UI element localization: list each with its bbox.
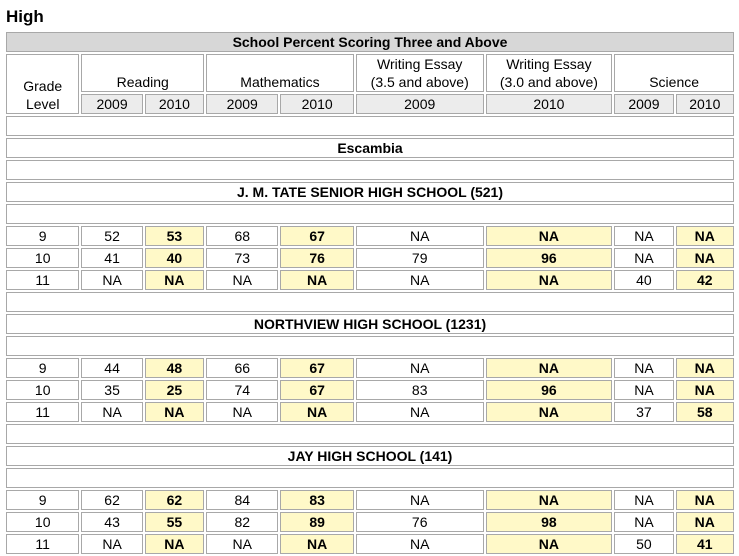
science-2010-cell: NA bbox=[676, 358, 734, 378]
grade-cell: 11 bbox=[6, 270, 79, 290]
writing-2010-cell: 98 bbox=[486, 512, 613, 532]
writing-2009-cell: NA bbox=[356, 270, 484, 290]
reading-2010-cell: NA bbox=[145, 534, 204, 554]
science-2010-cell: 58 bbox=[676, 402, 734, 422]
science-2010-cell: NA bbox=[676, 512, 734, 532]
page-title: High bbox=[6, 7, 44, 26]
math-2010-cell: 67 bbox=[280, 358, 353, 378]
year-reading-2010: 2010 bbox=[145, 94, 204, 114]
math-2009-cell: NA bbox=[206, 270, 278, 290]
table-row bbox=[6, 358, 734, 378]
grade-cell: 10 bbox=[6, 380, 79, 400]
science-2009-cell: NA bbox=[614, 358, 673, 378]
grade-cell: 10 bbox=[6, 248, 79, 268]
year-writing-2010: 2010 bbox=[486, 94, 613, 114]
writing-2010-cell: NA bbox=[486, 358, 613, 378]
math-2010-cell: NA bbox=[280, 534, 353, 554]
math-2010-cell: NA bbox=[280, 270, 353, 290]
science-2010-cell: NA bbox=[676, 490, 734, 510]
table-row bbox=[6, 490, 734, 510]
header-grade-level: Grade Level bbox=[6, 54, 79, 114]
math-2009-cell: 74 bbox=[206, 380, 278, 400]
writing-2009-cell: 76 bbox=[356, 512, 484, 532]
reading-2009-cell: 35 bbox=[81, 380, 142, 400]
writing-2009-cell: 83 bbox=[356, 380, 484, 400]
math-2010-cell: 67 bbox=[280, 226, 353, 246]
school-name: J. M. TATE SENIOR HIGH SCHOOL (521) bbox=[6, 182, 734, 202]
year-math-2009: 2009 bbox=[206, 94, 278, 114]
writing-2010-cell: 96 bbox=[486, 248, 613, 268]
grade-cell: 9 bbox=[6, 226, 79, 246]
grade-cell: 11 bbox=[6, 402, 79, 422]
math-2010-cell: 83 bbox=[280, 490, 353, 510]
header-reading: Reading bbox=[81, 54, 204, 92]
table-row bbox=[6, 402, 734, 422]
math-2010-cell: 67 bbox=[280, 380, 353, 400]
reading-2009-cell: 43 bbox=[81, 512, 142, 532]
writing-2010-cell: 96 bbox=[486, 380, 613, 400]
table-row bbox=[6, 380, 734, 400]
grade-cell: 10 bbox=[6, 512, 79, 532]
science-2009-cell: NA bbox=[614, 490, 673, 510]
reading-2010-cell: 55 bbox=[145, 512, 204, 532]
science-2009-cell: 37 bbox=[614, 402, 673, 422]
grade-cell: 9 bbox=[6, 490, 79, 510]
year-math-2010: 2010 bbox=[280, 94, 353, 114]
header-science: Science bbox=[614, 54, 734, 92]
math-2010-cell: 76 bbox=[280, 248, 353, 268]
writing-2009-cell: NA bbox=[356, 490, 484, 510]
science-2010-cell: 42 bbox=[676, 270, 734, 290]
reading-2010-cell: 40 bbox=[145, 248, 204, 268]
math-2009-cell: NA bbox=[206, 534, 278, 554]
writing-2010-cell: NA bbox=[486, 402, 613, 422]
writing-2010-cell: NA bbox=[486, 490, 613, 510]
reading-2009-cell: NA bbox=[81, 402, 142, 422]
math-2010-cell: 89 bbox=[280, 512, 353, 532]
writing-2010-cell: NA bbox=[486, 270, 613, 290]
writing-2009-cell: NA bbox=[356, 226, 484, 246]
grade-cell: 11 bbox=[6, 534, 79, 554]
header-writing-3-5: Writing Essay (3.5 and above) bbox=[356, 54, 484, 92]
year-science-2009: 2009 bbox=[614, 94, 673, 114]
reading-2009-cell: 41 bbox=[81, 248, 142, 268]
math-2009-cell: 82 bbox=[206, 512, 278, 532]
math-2009-cell: 73 bbox=[206, 248, 278, 268]
math-2010-cell: NA bbox=[280, 402, 353, 422]
math-2009-cell: 84 bbox=[206, 490, 278, 510]
reading-2010-cell: 62 bbox=[145, 490, 204, 510]
year-science-2010: 2010 bbox=[676, 94, 734, 114]
table-row bbox=[6, 534, 734, 554]
reading-2010-cell: 48 bbox=[145, 358, 204, 378]
writing-2009-cell: NA bbox=[356, 402, 484, 422]
writing-2009-cell: 79 bbox=[356, 248, 484, 268]
table-row bbox=[6, 512, 734, 532]
reading-2009-cell: 62 bbox=[81, 490, 142, 510]
reading-2009-cell: 44 bbox=[81, 358, 142, 378]
science-2009-cell: NA bbox=[614, 226, 673, 246]
writing-2009-cell: NA bbox=[356, 534, 484, 554]
writing-2010-cell: NA bbox=[486, 534, 613, 554]
district-name: Escambia bbox=[6, 138, 734, 158]
reading-2010-cell: NA bbox=[145, 270, 204, 290]
science-2009-cell: NA bbox=[614, 248, 673, 268]
reading-2010-cell: 53 bbox=[145, 226, 204, 246]
table-row bbox=[6, 248, 734, 268]
science-2009-cell: NA bbox=[614, 380, 673, 400]
header-writing-3-0: Writing Essay (3.0 and above) bbox=[486, 54, 613, 92]
math-2009-cell: NA bbox=[206, 402, 278, 422]
science-2010-cell: 41 bbox=[676, 534, 734, 554]
scores-table bbox=[4, 30, 736, 556]
reading-2009-cell: NA bbox=[81, 534, 142, 554]
table-row bbox=[6, 270, 734, 290]
math-2009-cell: 68 bbox=[206, 226, 278, 246]
table-banner: School Percent Scoring Three and Above bbox=[6, 32, 734, 52]
reading-2009-cell: 52 bbox=[81, 226, 142, 246]
writing-2010-cell: NA bbox=[486, 226, 613, 246]
science-2010-cell: NA bbox=[676, 226, 734, 246]
reading-2010-cell: NA bbox=[145, 402, 204, 422]
reading-2010-cell: 25 bbox=[145, 380, 204, 400]
school-name: JAY HIGH SCHOOL (141) bbox=[6, 446, 734, 466]
science-2010-cell: NA bbox=[676, 380, 734, 400]
year-reading-2009: 2009 bbox=[81, 94, 142, 114]
writing-2009-cell: NA bbox=[356, 358, 484, 378]
science-2009-cell: 50 bbox=[614, 534, 673, 554]
science-2009-cell: 40 bbox=[614, 270, 673, 290]
year-writing-2009: 2009 bbox=[356, 94, 484, 114]
table-row bbox=[6, 226, 734, 246]
math-2009-cell: 66 bbox=[206, 358, 278, 378]
school-name: NORTHVIEW HIGH SCHOOL (1231) bbox=[6, 314, 734, 334]
science-2009-cell: NA bbox=[614, 512, 673, 532]
reading-2009-cell: NA bbox=[81, 270, 142, 290]
header-mathematics: Mathematics bbox=[206, 54, 354, 92]
grade-cell: 9 bbox=[6, 358, 79, 378]
science-2010-cell: NA bbox=[676, 248, 734, 268]
